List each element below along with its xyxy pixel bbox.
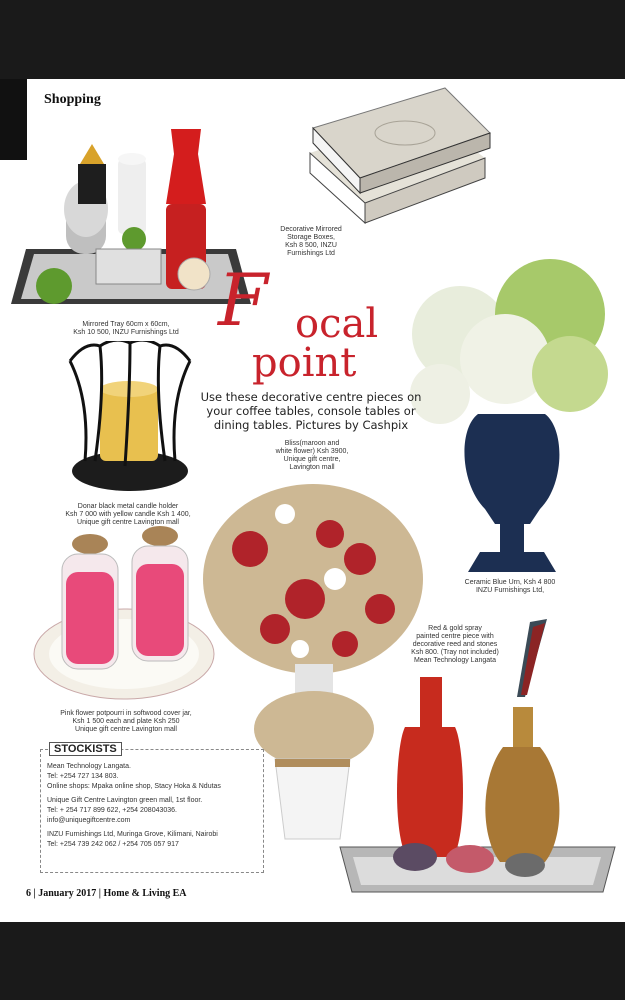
stockists-list bbox=[47, 762, 259, 854]
candle-holder-image bbox=[65, 341, 195, 501]
potpourri-caption: Pink flower potpourri in softwood cover jar, Ksh 1 500 each and plate Ksh 250 Unique gift centre Lavington mall bbox=[60, 710, 192, 733]
mirrored-tray-caption: Mirrored Tray 60cm x 60cm, Ksh 10 500, INZU Furnishings Ltd bbox=[73, 321, 179, 336]
title-second-word: point bbox=[252, 340, 357, 386]
bliss-flower-caption: Bliss(maroon and white flower) Ksh 3900, Unique gift centre, Lavington mall bbox=[275, 440, 349, 471]
candle-holder-caption: Donar black metal candle holder Ksh 7 000 with yellow candle Ksh 1 400, Unique gift centre Lavington mall bbox=[65, 503, 191, 526]
stockist-entry: INZU Furnishings Ltd, Muringa Grove, Kilimani, Nairobi Tel: +254 739 242 062 / +254 705 057 917 bbox=[47, 831, 218, 848]
blue-urn-caption: Ceramic Blue Urn, Ksh 4 800 INZU Furnishings Ltd, bbox=[464, 579, 556, 594]
centre-piece-caption: Red & gold spray painted centre piece with decorative reed and stones Ksh 800. (Tray not included) Mean Technology Langata bbox=[411, 625, 499, 664]
stockist-entry: Mean Technology Langata. Tel: +254 727 134 803. Online shops: Mpaka online shop, Stacy Hoka & Ndutas bbox=[47, 763, 221, 790]
title-initial: F bbox=[218, 258, 268, 342]
centre-piece-image bbox=[335, 617, 620, 902]
page-footer: 6 | January 2017 | Home & Living EA bbox=[26, 888, 187, 899]
potpourri-image bbox=[32, 524, 217, 704]
section-label: Shopping bbox=[44, 92, 101, 107]
storage-boxes-image bbox=[305, 83, 495, 233]
blue-urn-image bbox=[400, 254, 620, 584]
stockist-entry: Unique Gift Centre Lavington green mall, 1st floor. Tel: + 254 717 899 622, +254 208043036. info@uniquegiftcentre.com bbox=[47, 797, 203, 824]
title-word-rest: ocal bbox=[295, 301, 379, 347]
intro-text: Use these decorative centre pieces on your coffee tables, console tables or dining tables. Pictures by Cashpix bbox=[200, 390, 422, 432]
stockists-heading: STOCKISTS bbox=[49, 742, 122, 756]
stockists-box bbox=[40, 743, 264, 873]
magazine-page bbox=[0, 79, 625, 922]
storage-boxes-caption: Decorative Mirrored Storage Boxes, Ksh 8 500, INZU Furnishings Ltd bbox=[280, 226, 342, 257]
